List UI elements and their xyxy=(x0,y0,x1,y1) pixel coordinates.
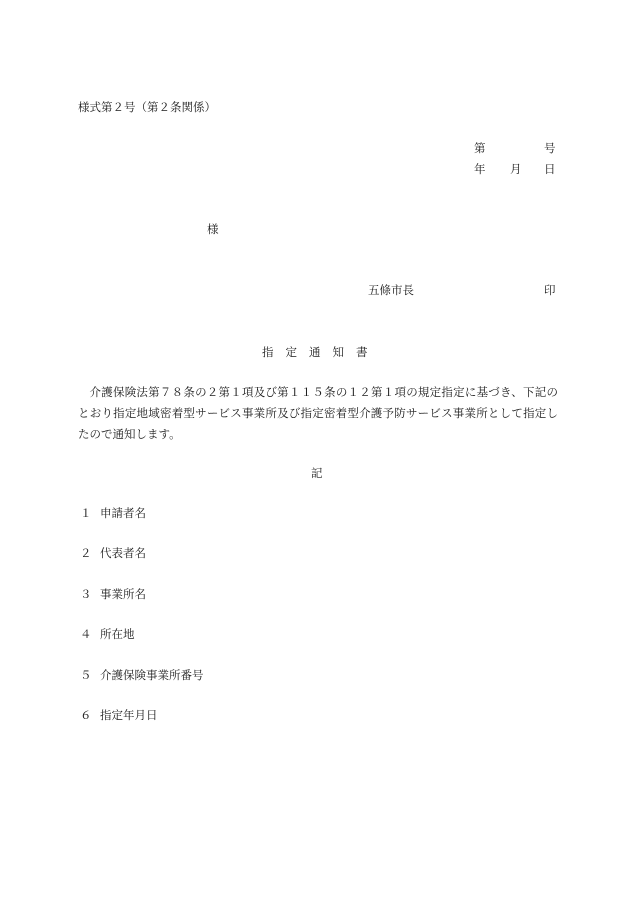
item-number: ３ xyxy=(80,587,92,601)
item-number: ２ xyxy=(80,546,92,560)
issuer-name: 五條市長 xyxy=(368,283,414,297)
list-item xyxy=(80,670,204,682)
reference-number-prefix: 第 xyxy=(474,141,486,155)
form-number: 様式第２号（第２条関係） xyxy=(78,100,216,114)
item-label: 所在地 xyxy=(100,627,135,641)
item-label: 介護保険事業所番号 xyxy=(100,668,204,682)
date-month-label: 月 xyxy=(510,162,522,176)
item-label: 指定年月日 xyxy=(100,708,158,722)
list-item xyxy=(80,508,146,520)
item-label: 事業所名 xyxy=(100,587,146,601)
list-item xyxy=(80,629,135,641)
date-year-label: 年 xyxy=(474,162,486,176)
list-item xyxy=(80,589,146,601)
title-char: 書 xyxy=(356,345,368,359)
ki-heading: 記 xyxy=(311,466,323,480)
title-char: 定 xyxy=(285,345,297,359)
title-char: 通 xyxy=(309,345,321,359)
list-item xyxy=(80,548,146,560)
reference-number-suffix: 号 xyxy=(544,141,556,155)
list-item xyxy=(80,710,158,722)
item-number: １ xyxy=(80,506,92,520)
item-number: ５ xyxy=(80,668,92,682)
addressee-honorific: 様 xyxy=(207,222,219,236)
item-number: ４ xyxy=(80,627,92,641)
notice-body-text: 介護保険法第７８条の２第１項及び第１１５条の１２第１項の規定指定に基づき、下記のとおり指定地域密着型サービス事業所及び指定密着型介護予防サービス事業所として指定したので通知します。 xyxy=(78,385,558,441)
item-number: ６ xyxy=(80,708,92,722)
seal-mark: 印 xyxy=(544,283,556,297)
title-char: 知 xyxy=(332,345,344,359)
title-char: 指 xyxy=(262,345,274,359)
document-title xyxy=(262,347,368,359)
item-label: 申請者名 xyxy=(100,506,146,520)
date-day-label: 日 xyxy=(544,162,556,176)
item-label: 代表者名 xyxy=(100,546,146,560)
